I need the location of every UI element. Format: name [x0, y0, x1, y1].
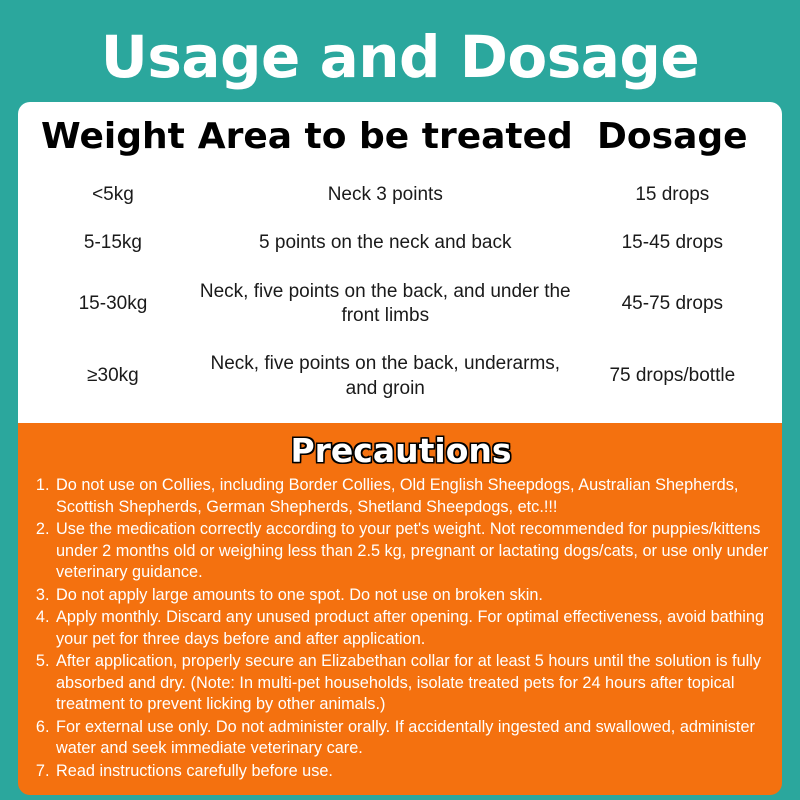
- list-item: 7. Read instructions carefully before use.: [54, 761, 770, 783]
- table-row: [32, 340, 768, 413]
- cell-weight: ≥30kg: [87, 365, 139, 387]
- table-header-row: [32, 114, 768, 171]
- list-item: 6. For external use only. Do not administer orally. If accidentally ingested and swallowed, administer water and seek immediate veterinary care.: [54, 717, 770, 760]
- precautions-list: [32, 475, 770, 783]
- column-header-dosage: Dosage: [597, 116, 748, 157]
- list-item: 5. After application, properly secure an Elizabethan collar for at least 5 hours until the solution is fully absorbed and dry. (Note: In multi-pet households, isolate treated pets for 24 hours after topical treatment to prevent licking by other animals.): [54, 651, 770, 716]
- table-row: [32, 268, 768, 341]
- cell-weight: 15-30kg: [78, 292, 148, 314]
- cell-dosage: 15 drops: [635, 184, 710, 205]
- list-item: 2. Use the medication correctly according to your pet's weight. Not recommended for puppies/kittens under 2 months old or weighing less than 2.5 kg, pregnant or lactating dogs/cats, or use only under veterinary guidance.: [54, 519, 770, 584]
- dosage-table-header: [32, 114, 768, 171]
- column-header-weight: Weight: [41, 116, 185, 157]
- column-header-area: Area to be treated: [197, 116, 573, 157]
- precautions-panel: [18, 423, 782, 795]
- cell-area: Neck 3 points: [327, 184, 443, 205]
- dosage-card: [18, 102, 782, 423]
- page-title: Usage and Dosage: [100, 23, 700, 91]
- cell-area: 5 points on the neck and back: [259, 232, 512, 254]
- dosage-table-body: [32, 171, 768, 413]
- list-item: 4. Apply monthly. Discard any unused product after opening. For optimal effectiveness, avoid bathing your pet for three days before and after application.: [54, 607, 770, 650]
- cell-dosage: 45-75 drops: [621, 292, 724, 314]
- list-item: 1. Do not use on Collies, including Border Collies, Old English Sheepdogs, Australian Shepherds, Scottish Shepherds, German Shepherds, Shetland Sheepdogs, etc.!!!: [54, 475, 770, 518]
- cell-weight: 5-15kg: [83, 232, 142, 254]
- table-row: [32, 171, 768, 219]
- cell-weight: <5kg: [92, 184, 134, 205]
- list-item: 3. Do not apply large amounts to one spot. Do not use on broken skin.: [54, 585, 770, 607]
- cell-dosage: 75 drops/bottle: [609, 365, 736, 387]
- table-row: [32, 219, 768, 267]
- cell-area: Neck, five points on the back, underarms, and groin: [210, 353, 561, 399]
- cell-area: Neck, five points on the back, and under the front limbs: [199, 280, 571, 326]
- precautions-title: Precautions: [290, 430, 512, 470]
- dosage-table: [32, 114, 768, 413]
- cell-dosage: 15-45 drops: [621, 232, 724, 254]
